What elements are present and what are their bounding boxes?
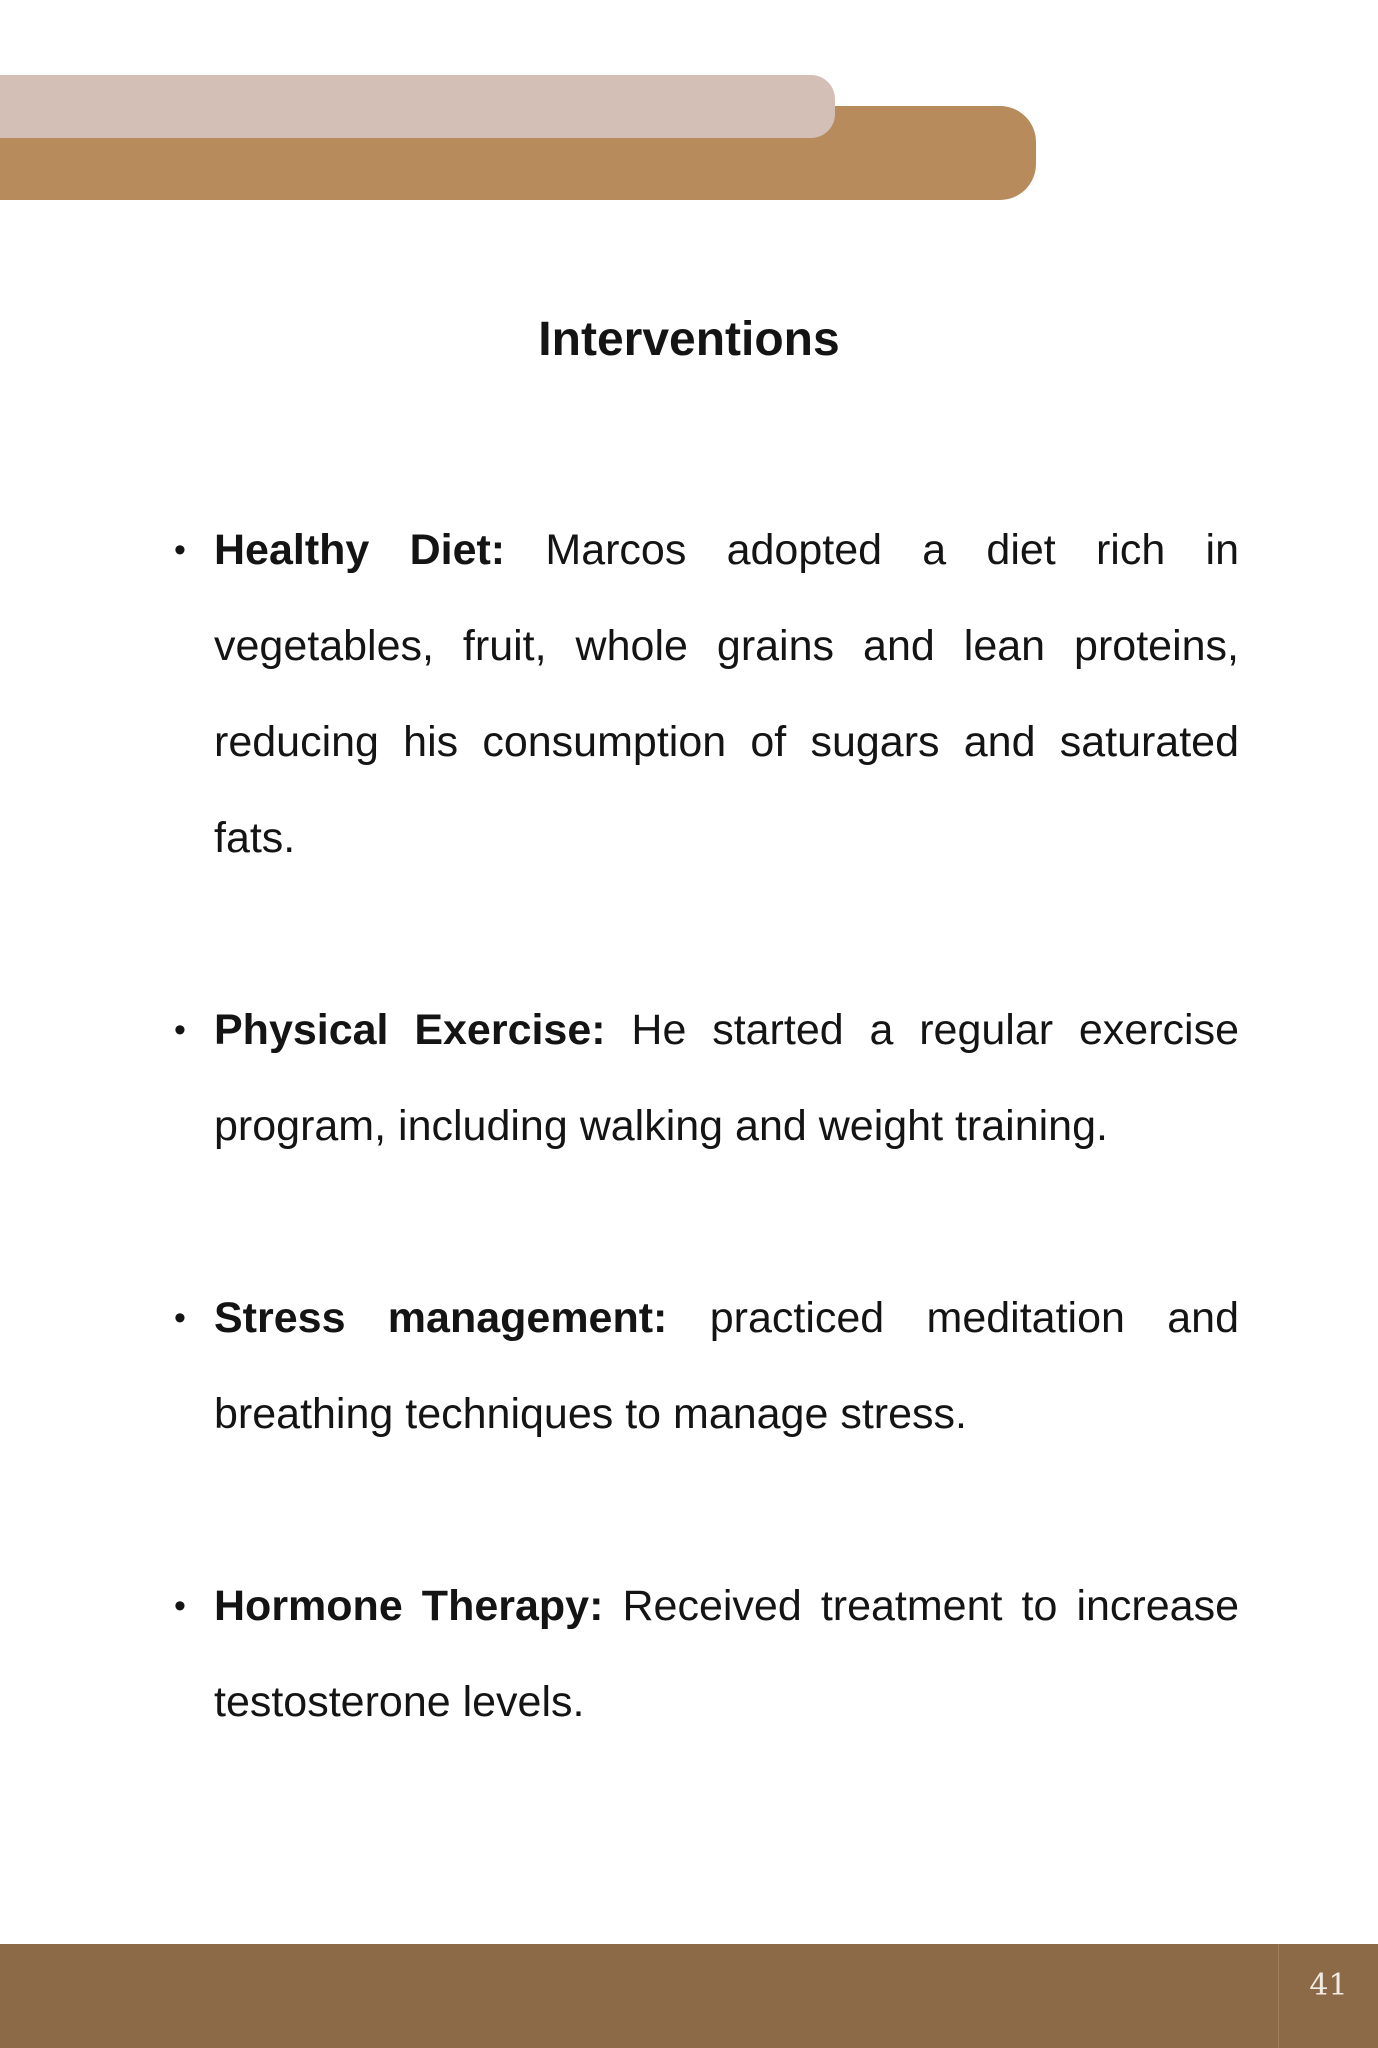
interventions-list [174, 502, 1239, 1846]
item-label: Healthy Diet: [214, 526, 506, 574]
page-number: 41 [1278, 1944, 1378, 2048]
bullet-icon: • [174, 1011, 186, 1049]
item-text: He started a regular exercise program, including walking and weight training. [214, 1006, 1239, 1150]
item-text: Marcos adopted a diet rich in vegetables, fruit, whole grains and lean proteins, reducing his consumption of sugars and saturated fats. [214, 526, 1239, 862]
list-item-healthy-diet [174, 502, 1239, 886]
header-banner-light [0, 75, 835, 138]
list-item-physical-exercise [174, 982, 1239, 1174]
bullet-icon: • [174, 1587, 186, 1625]
item-text: practiced meditation and breathing techniques to manage stress. [214, 1294, 1239, 1438]
item-text: Received treatment to increase testosterone levels. [214, 1582, 1239, 1726]
list-item-stress-management [174, 1270, 1239, 1462]
item-label: Physical Exercise: [214, 1006, 606, 1054]
list-item-hormone-therapy [174, 1558, 1239, 1750]
item-label: Stress management: [214, 1294, 668, 1342]
bullet-icon: • [174, 1299, 186, 1337]
footer-bar [0, 1944, 1378, 2048]
item-label: Hormone Therapy: [214, 1582, 604, 1630]
page-title: Interventions [538, 313, 840, 366]
bullet-icon: • [174, 531, 186, 569]
